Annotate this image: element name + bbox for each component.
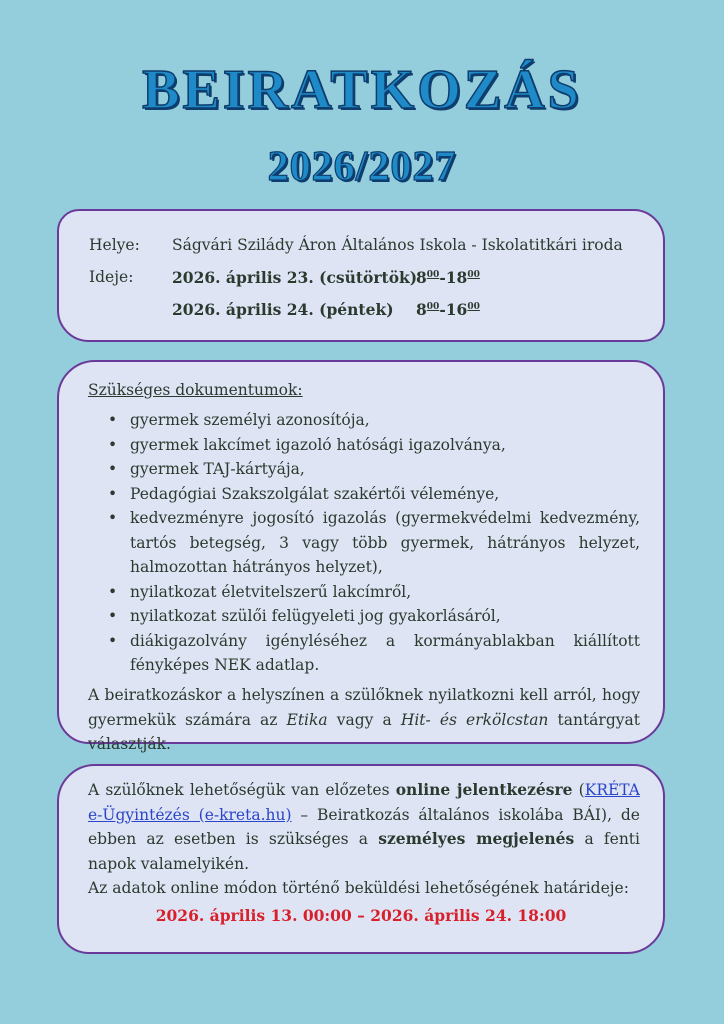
list-item: • nyilatkozat szülői felügyeleti jog gyakorlásáról, — [130, 604, 640, 629]
place-value: Ságvári Szilády Áron Általános Iskola - Iskolatitkári iroda — [172, 236, 623, 254]
school-year: 2026/2027 — [267, 144, 457, 190]
documents-list — [88, 408, 640, 678]
list-item: • diákigazolvány igényléséhez a kormányablakban kiállított fényképes NEK adatlap. — [130, 629, 640, 678]
date-1: 2026. április 23. (csütörtök) — [172, 268, 418, 287]
time-2: $8^{00}-16^{00}$ — [416, 300, 480, 319]
kreta-link[interactable]: KRÉTA e-Ügyintézés (e-kreta.hu) — [88, 781, 640, 824]
documents-box — [57, 360, 665, 753]
list-item: • gyermek személyi azonosítója, — [130, 408, 640, 433]
personal-emphasis: személyes megjelenés — [378, 829, 575, 848]
religion-note: A beiratkozáskor a helyszínen a szülőknek nyilatkozni kell arról, hogy gyermekük számára az Etika vagy a Hit- és erkölcstan tantárgyat választják. — [88, 686, 640, 753]
list-item: • gyermek TAJ-kártyája, — [130, 457, 640, 482]
place-label: Helye: — [89, 236, 140, 254]
time-1: $8^{00}-18^{00}$ — [416, 268, 480, 287]
list-item: • Pedagógiai Szakszolgálat szakértői véleménye, — [130, 482, 640, 507]
list-item: • kedvezményre jogosító igazolás (gyermekvédelmi kedvezmény, tartós betegség, 3 vagy több gyermek, hátrányos helyzet, halmozottan hátrányos helyzet), — [130, 506, 640, 580]
hit-term: Hit- és erkölcstan — [400, 710, 549, 729]
documents-heading: Szükséges dokumentumok: — [88, 381, 303, 399]
online-emphasis: online jelentkezésre — [395, 780, 573, 799]
online-box — [57, 764, 665, 954]
info-box — [57, 209, 665, 342]
list-item: • gyermek lakcímet igazoló hatósági igazolványa, — [130, 433, 640, 458]
deadline-text: 2026. április 13. 00:00 – 2026. április 24. 18:00 — [155, 906, 567, 925]
online-paragraph: A szülőknek lehetőségük van előzetes online jelentkezésre (KRÉTA e-Ügyintézés (e-kreta.hu) – Beiratkozás általános iskolába BÁI), de ebben az esetben is szükséges a személyes megjelenés a fenti napok valamelyikén. — [88, 780, 640, 873]
date-2: 2026. április 24. (péntek) — [172, 300, 394, 319]
etika-term: Etika — [286, 710, 328, 729]
list-item: • nyilatkozat életvitelszerű lakcímről, — [130, 580, 640, 605]
time-label: Ideje: — [89, 268, 134, 286]
deadline-intro: Az adatok online módon történő beküldési lehetőségének határideje: — [88, 879, 629, 897]
page-title: BEIRATKOZÁS — [142, 59, 582, 121]
